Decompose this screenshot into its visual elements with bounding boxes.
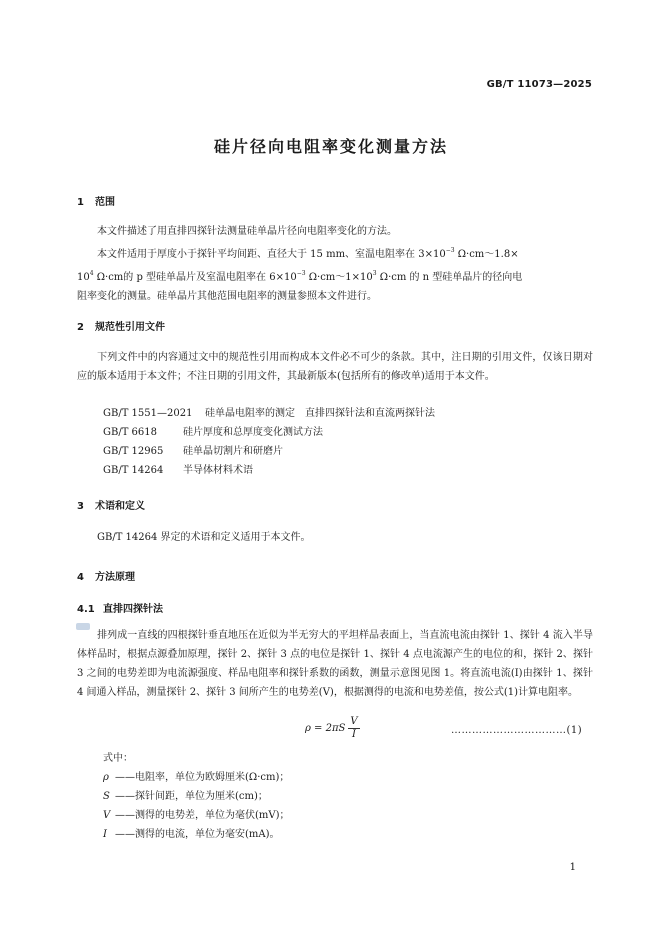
page-number: 1	[569, 862, 576, 873]
paragraph-text: GB/T 14264 界定的术语和定义适用于本文件。	[97, 532, 311, 543]
text-segment: Ω·cm的 p 型硅单晶片及室温电阻率在 6×10	[93, 272, 297, 283]
equation-number: ……………………………(1)	[451, 725, 583, 736]
variable-description: ——电阻率，单位为欧姆厘米(Ω·cm)；	[115, 772, 290, 783]
scope-paragraph-2	[77, 241, 593, 306]
exponent: −3	[445, 247, 455, 254]
section-title: 方法原理	[95, 572, 135, 583]
section-title: 术语和定义	[95, 501, 145, 512]
variable-symbol: I	[103, 829, 107, 840]
subsection-number: 4.1	[77, 604, 95, 615]
reference-item	[103, 404, 435, 423]
text-segment: Ω·cm～1.8×	[454, 249, 519, 260]
paragraph-text: 下列文件中的内容通过文中的规范性引用而构成本文件必不可少的条款。其中，注日期的引用文件，仅该日期对应的版本适用于本文件；不注日期的引用文件，其最新版本(包括所有的修改单)适用于本文件。	[77, 352, 593, 382]
reference-title: 半导体材料术语	[183, 465, 253, 476]
exponent: 4	[89, 270, 94, 277]
numerator: V	[350, 716, 358, 727]
paragraph-text: 排列成一直线的四根探针垂直地压在近似为半无穷大的平坦样品表面上，当直流电流由探针 1、探针 4 流入半导体样品时，根据点源叠加原理，探针 2、探针 3 点的电位是探针 1、探针 4 点电流源产生的电位的和，探针 2、探针 3 之间的电势差即为电流源强度、样品电阻率和探针系数的函数，测量示意图见图 1。将直流电流(I)由探针 1、探针 4 间通入样品，测量探针 2、探针 3 间所产生的电势差(V)，根据测得的电流和电势差值，按公式(1)计算电阻率。	[77, 630, 593, 698]
exponent: −3	[296, 270, 306, 277]
where-label: 式中：	[103, 753, 133, 764]
section-2-heading	[77, 318, 165, 333]
variable-definition	[103, 768, 289, 787]
reference-title: 硅单晶切割片和研磨片	[183, 446, 283, 457]
exponent: 3	[372, 270, 377, 277]
reference-title: 硅片厚度和总厚度变化测试方法	[183, 427, 323, 438]
denominator: I	[352, 729, 356, 740]
reference-code: GB/T 1551—2021	[103, 408, 193, 419]
variable-description: ——测得的电势差，单位为毫伏(mV)；	[115, 810, 290, 821]
variable-definition	[103, 825, 280, 844]
formula-lhs: ρ = 2πS	[305, 723, 346, 734]
resistivity-formula	[305, 716, 360, 741]
variable-description: ——探针间距，单位为厘米(cm)；	[115, 791, 268, 802]
text-segment: 阻率变化的测量。硅单晶片其他范围电阻率的测量参照本文件进行。	[77, 291, 377, 302]
reference-title: 硅单晶电阻率的测定 直排四探针法和直流两探针法	[205, 408, 435, 419]
subsection-title: 直排四探针法	[103, 604, 163, 615]
section-4-heading	[77, 568, 135, 583]
section-3-heading	[77, 497, 145, 512]
section-number: 1	[77, 197, 84, 208]
text-segment: Ω·cm～1×10	[305, 272, 373, 283]
scope-paragraph-1	[77, 222, 593, 241]
reference-code: GB/T 12965	[103, 446, 164, 457]
section-number: 2	[77, 322, 84, 333]
section-number: 3	[77, 501, 84, 512]
variable-description: ——测得的电流，单位为毫安(mA)。	[115, 829, 280, 840]
reference-item	[103, 461, 253, 480]
reference-code: GB/T 14264	[103, 465, 164, 476]
text-segment: Ω·cm 的 n 型硅单晶片的径向电	[376, 272, 523, 283]
section-title: 范围	[95, 197, 115, 208]
reference-code: GB/T 6618	[103, 427, 158, 438]
section-number: 4	[77, 572, 84, 583]
terms-paragraph	[77, 528, 593, 547]
subsection-4-1-heading	[77, 600, 163, 615]
method-paragraph	[77, 626, 593, 702]
variable-definition	[103, 787, 268, 806]
fraction	[348, 716, 359, 741]
section-title: 规范性引用文件	[95, 322, 165, 333]
variable-symbol: V	[103, 810, 111, 821]
text-segment: 本文件适用于厚度小于探针平均间距、直径大于 15 mm、室温电阻率在 3×10	[97, 249, 446, 260]
normative-references-paragraph	[77, 348, 593, 386]
text-segment: 10	[77, 272, 90, 283]
standard-number: GB/T 11073—2025	[486, 79, 592, 90]
page-title: 硅片径向电阻率变化测量方法	[213, 137, 448, 156]
section-1-heading	[77, 193, 115, 208]
variable-definition	[103, 806, 290, 825]
paragraph-text: 本文件描述了用直排四探针法测量硅单晶片径向电阻率变化的方法。	[97, 226, 397, 237]
variable-symbol: ρ	[103, 772, 109, 783]
reference-item	[103, 442, 283, 461]
variable-symbol: S	[103, 791, 110, 802]
reference-item	[103, 423, 323, 442]
